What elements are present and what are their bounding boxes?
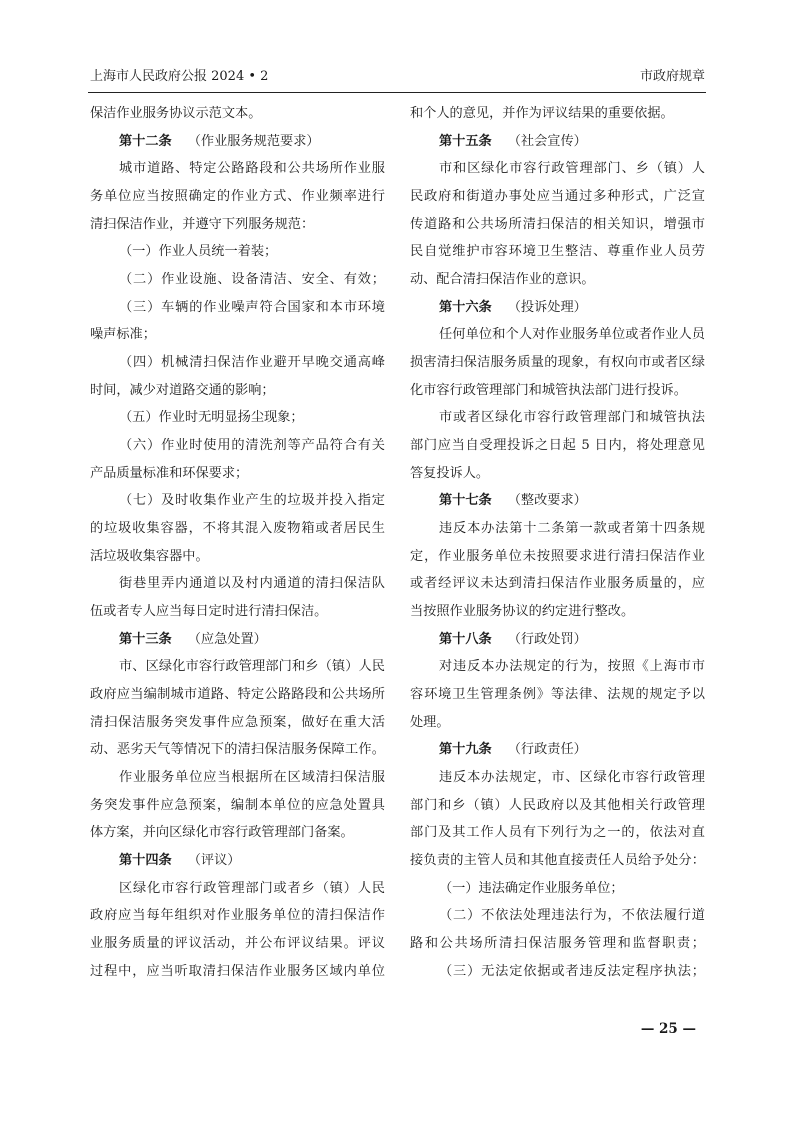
text-line: 作业服务单位应当根据所在区域清扫保洁服	[119, 770, 385, 786]
text-line: 市或者区绿化市容行政管理部门和城管执法	[439, 410, 705, 426]
text-line: 传道路和公共场所清扫保洁的相关知识，增强市	[410, 216, 705, 232]
text-line: 任何单位和个人对作业服务单位或者作业人员	[439, 327, 705, 343]
list-item: （三）车辆的作业噪声符合国家和本市环境	[119, 299, 385, 315]
text-line: 动、恶劣天气等情况下的清扫保洁服务保障工作。	[90, 742, 385, 758]
article-heading	[410, 487, 705, 515]
article-title: （评议）	[187, 853, 241, 869]
text-line: 活垃圾收集容器中。	[90, 548, 209, 564]
article-heading	[410, 736, 705, 764]
text-line: 伍或者专人应当每日定时进行清扫保洁。	[90, 604, 328, 620]
left-column	[90, 100, 385, 986]
header-divider	[88, 92, 706, 93]
text-line: 政府应当编制城市道路、特定公路路段和公共场所	[90, 687, 385, 703]
text-line: 过程中，应当听取清扫保洁作业服务区域内单位	[90, 963, 385, 979]
article-number: 第十四条	[119, 853, 172, 869]
text-line: 或者经评议未达到清扫保洁作业服务质量的，应	[410, 576, 705, 592]
text-line: 市和区绿化市容行政管理部门、乡（镇）人	[439, 161, 705, 177]
text-line: 和个人的意见，并作为评议结果的重要依据。	[410, 106, 674, 121]
publication-title: 上海市人民政府公报 2024 • 2	[90, 69, 269, 84]
text-line: 清扫保洁作业，并遵守下列服务规范：	[90, 216, 315, 232]
text-line: 业服务质量的评议活动，并公布评议结果。评议	[90, 936, 385, 952]
text-line: 损害清扫保洁服务质量的现象，有权向市或者区绿	[410, 355, 705, 371]
text-line: 对违反本办法规定的行为，按照《上海市市	[439, 659, 705, 675]
list-item: （六）作业时使用的清洗剂等产品符合有关	[119, 438, 385, 454]
article-title: （整改要求）	[507, 493, 587, 509]
text-line: 民自觉维护市容环境卫生整洁、尊重作业人员劳	[410, 244, 705, 260]
text-line: 时间，减少对道路交通的影响；	[90, 382, 275, 398]
text-line: 街巷里弄内通道以及村内通道的清扫保洁队	[119, 576, 385, 592]
text-line: 路和公共场所清扫保洁服务管理和监督职责；	[410, 936, 705, 952]
article-heading	[90, 128, 385, 156]
text-line: 部门和乡（镇）人民政府以及其他相关行政管理	[410, 797, 705, 813]
list-item: （三）无法定依据或者违反法定程序执法；	[439, 963, 705, 979]
list-item: （四）机械清扫保洁作业避开早晚交通高峰	[119, 355, 385, 371]
text-line: 保洁作业服务协议示范文本。	[90, 106, 262, 121]
article-heading	[90, 626, 385, 654]
text-line: 区绿化市容行政管理部门或者乡（镇）人民	[119, 880, 385, 896]
article-heading	[410, 128, 705, 156]
text-line: 容环境卫生管理条例》等法律、法规的规定予以	[410, 687, 705, 703]
text-line: 清扫保洁服务突发事件应急预案，做好在重大活	[90, 714, 385, 730]
text-line: 务单位应当按照确定的作业方式、作业频率进行	[90, 189, 385, 205]
text-line: 政府应当每年组织对作业服务单位的清扫保洁作	[90, 908, 385, 924]
list-item: （一）违法确定作业服务单位；	[439, 880, 624, 896]
text-line: 化市容行政管理部门和城管执法部门进行投诉。	[410, 382, 687, 398]
list-item: （一）作业人员统一着装；	[119, 244, 278, 260]
text-line: 民政府和街道办事处应当通过多种形式，广泛宣	[410, 189, 705, 205]
text-line: 体方案，并向区绿化市容行政管理部门备案。	[90, 825, 354, 841]
article-number: 第十六条	[439, 299, 492, 315]
text-line: 当按照作业服务协议的约定进行整改。	[410, 604, 635, 620]
text-line: 部门应当自受理投诉之日起 5 日内，将处理意见	[410, 438, 705, 454]
text-line: 接负责的主管人员和其他直接责任人员给予处分：	[410, 853, 705, 869]
section-title: 市政府规章	[639, 69, 705, 84]
text-line: 违反本办法第十二条第一款或者第十四条规	[439, 521, 705, 537]
list-item: （七）及时收集作业产生的垃圾并投入指定	[119, 493, 385, 509]
text-line: 城市道路、特定公路路段和公共场所作业服	[119, 161, 385, 177]
article-number: 第十八条	[439, 631, 492, 647]
right-column	[410, 100, 705, 986]
text-line: 产品质量标准和环保要求；	[90, 465, 249, 481]
list-item: （二）作业设施、设备清洁、安全、有效；	[119, 272, 385, 288]
text-line: 违反本办法规定，市、区绿化市容行政管理	[439, 770, 705, 786]
page-number: — 25 —	[640, 1021, 696, 1037]
text-line: 市、区绿化市容行政管理部门和乡（镇）人民	[119, 659, 385, 675]
list-item: （二）不依法处理违法行为，不依法履行道	[439, 908, 705, 924]
text-line: 动、配合清扫保洁作业的意识。	[410, 272, 595, 288]
article-title: （应急处置）	[187, 631, 267, 647]
text-line: 务突发事件应急预案，编制本单位的应急处置具	[90, 797, 385, 813]
article-number: 第十三条	[119, 631, 172, 647]
article-title: （行政处罚）	[507, 631, 587, 647]
article-number: 第十二条	[119, 133, 172, 149]
article-heading	[410, 294, 705, 322]
text-line: 的垃圾收集容器，不将其混入废物箱或者居民生	[90, 521, 385, 537]
article-heading	[90, 847, 385, 875]
text-line: 噪声标准；	[90, 327, 156, 343]
article-title: （行政责任）	[507, 742, 587, 758]
article-number: 第十七条	[439, 493, 492, 509]
article-title: （作业服务规范要求）	[187, 133, 320, 149]
article-heading	[410, 626, 705, 654]
article-title: （社会宣传）	[507, 133, 587, 149]
list-item: （五）作业时无明显扬尘现象；	[119, 410, 304, 426]
article-title: （投诉处理）	[507, 299, 587, 315]
text-line: 部门及其工作人员有下列行为之一的，依法对直	[410, 825, 705, 841]
text-line: 处理。	[410, 714, 450, 730]
article-number: 第十九条	[439, 742, 492, 758]
text-line: 定，作业服务单位未按照要求进行清扫保洁作业	[410, 548, 705, 564]
article-number: 第十五条	[439, 133, 492, 149]
text-line: 答复投诉人。	[410, 465, 490, 481]
